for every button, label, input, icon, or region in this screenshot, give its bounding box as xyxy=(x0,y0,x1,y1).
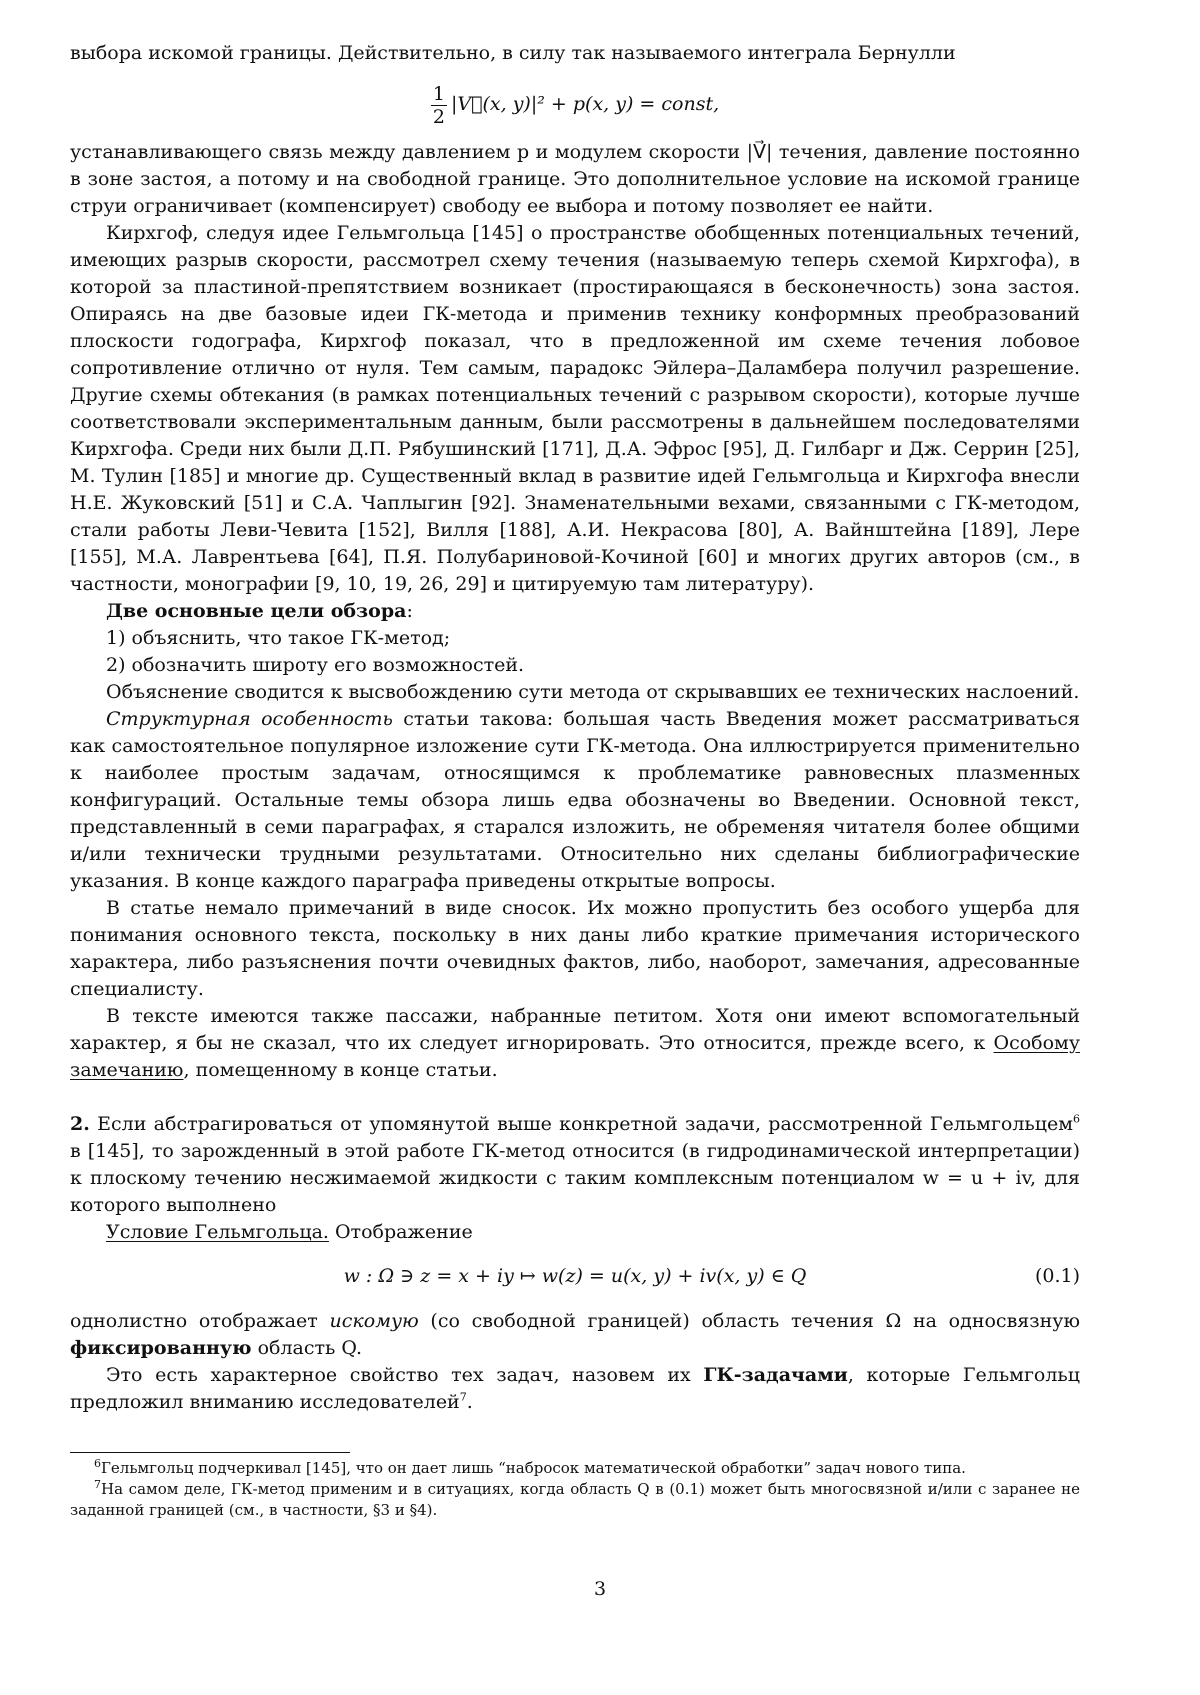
gk-bold: ГК-задачами xyxy=(703,1364,848,1386)
equation-mapping xyxy=(70,1256,1080,1296)
petit-end: , помещенному в конце статьи. xyxy=(183,1059,498,1081)
paragraph-section-2 xyxy=(70,1111,1080,1219)
petit-start: В тексте имеются также пассажи, набранные петитом. Хотя они имеют вспомогательный характер, я бы не сказал, что их следует игнорировать. Это относится, прежде всего, к xyxy=(70,1005,1080,1054)
footnote-7-mark: 7 xyxy=(94,1478,101,1491)
structure-italic: Структурная особенность xyxy=(106,708,393,730)
equation-mapping-body: w : Ω ∋ z = x + iy ↦ w(z) = u(x, y) + iv(x, y) ∈ Q xyxy=(343,1265,807,1287)
paragraph-notes: В статье немало примечаний в виде сносок. Их можно пропустить без особого ущерба для понимания основного текста, поскольку в них даны либо краткие примечания исторического характера, либо разъяснения почти очевидных фактов, либо, наоборот, замечания, адресованные специалисту. xyxy=(70,897,1080,1000)
goal-item-2: 2) обозначить широту его возможностей. xyxy=(106,654,525,676)
footnote-7 xyxy=(70,1479,1080,1521)
goals-heading xyxy=(70,598,1080,625)
goals-title: Две основные цели обзора xyxy=(106,600,407,622)
paragraph-univalent xyxy=(70,1308,1080,1362)
helmholtz-condition-title: Условие Гельмгольца. xyxy=(106,1221,329,1243)
gk-end: . xyxy=(466,1391,473,1413)
goals-colon: : xyxy=(406,600,413,622)
section-2-text-b: в [145], то зарожденный в этой работе ГК-метод относится (в гидродинамической интерпретации) к плоскому течению несжимаемой жидкости с таким комплексным потенциалом w = u + iv, для которого выполнено xyxy=(70,1140,1080,1216)
paragraph-gk-problems xyxy=(70,1362,1080,1416)
univalent-c: область Q. xyxy=(251,1337,363,1359)
paragraph-after-bernoulli: устанавливающего связь между давлением p и модулем скорости |V⃗| течения, давление постоянно в зоне застоя, а потому и на свободной границе. Это дополнительное условие на искомой границе струи ограничивает (компенсирует) свободу ее выбора и потому позволяет ее найти. xyxy=(70,141,1080,217)
section-gap xyxy=(70,1084,1080,1111)
equation-number: (0.1) xyxy=(1034,1265,1080,1287)
fraction-half xyxy=(431,83,447,128)
paragraph-structure xyxy=(70,706,1080,895)
paragraph-kirchhoff: Кирхгоф, следуя идее Гельмгольца [145] о пространстве обобщенных потенциальных течений, имеющих разрыв скорости, рассмотрел схему течения (называемую теперь схемой Кирхгофа), в которой за пластиной-препятствием возникает (простирающаяся в бесконечность) зона застоя. Опираясь на две базовые идеи ГК-метода и применив технику конформных преобразований плоскости годографа, Кирхгоф показал, что в предложенной им схеме течения лобовое сопротивление отлично от нуля. Тем самым, парадокс Эйлера–Даламбера получил разрешение. Другие схемы обтекания (в рамках потенциальных течений с разрывом скорости), которые лучше соответствовали экспериментальным данным, были рассмотрены в дальнейшем последователями Кирхгофа. Среди них были Д.П. Рябушинский [171], Д.А. Эфрос [95], Д. Гилбарг и Дж. Серрин [25], М. Тулин [185] и многие др. Существенный вклад в развитие идей Гельмгольца и Кирхгофа внесли Н.Е. Жуковский [51] и С.А. Чаплыгин [92]. Знаменательными вехами, связанными с ГК-методом, стали работы Леви-Чевита [152], Вилля [188], А.И. Некрасова [80], А. Вайнштейна [189], Лере [155], М.А. Лаврентьева [64], П.Я. Полубариновой-Кочиной [60] и многих других авторов (см., в частности, монографии [9, 10, 19, 26, 29] и цитируемую там литературу). xyxy=(70,222,1080,595)
equation-bernoulli-rest: |V⃗(x, y)|² + p(x, y) = const, xyxy=(450,93,720,115)
paragraph-petit xyxy=(70,1003,1080,1084)
footnote-7-text: На самом деле, ГК-метод применим и в ситуациях, когда область Q в (0.1) может быть многосвязной и/или с заранее не заданной границей (см., в частности, §3 и §4). xyxy=(70,1480,1080,1519)
footnote-ref-6[interactable]: 6 xyxy=(1073,1112,1080,1126)
structure-rest: статьи такова: большая часть Введения может рассматриваться как самостоятельное популярное изложение сути ГК-метода. Она иллюстрируется применительно к наиболее простым задачам, относящимся к проблематике равновесных плазменных конфигураций. Остальные темы обзора лишь едва обозначены во Введении. Основной текст, представленный в семи параграфах, я старался изложить, не обременяя читателя более общими и/или технически трудными результатами. Относительно них сделаны библиографические указания. В конце каждого параграфа приведены открытые вопросы. xyxy=(70,708,1080,892)
helmholtz-condition-rest: Отображение xyxy=(328,1221,473,1243)
paragraph-top: выбора искомой границы. Действительно, в силу так называемого интеграла Бернулли xyxy=(70,42,956,64)
page-number: 3 xyxy=(593,1578,607,1600)
footnote-rule xyxy=(70,1452,350,1453)
gk-a: Это есть характерное свойство тех задач, назовем их xyxy=(106,1364,704,1386)
footnote-6-mark: 6 xyxy=(94,1457,101,1470)
fraction-numerator: 1 xyxy=(432,82,445,105)
fraction-denominator: 2 xyxy=(432,105,445,128)
gk-b: , которые Гельмгольц предложил вниманию исследователей xyxy=(70,1364,1080,1413)
footnote-6 xyxy=(70,1458,1080,1479)
section-2-number: 2. xyxy=(70,1113,90,1135)
footnotes xyxy=(70,1458,1080,1521)
helmholtz-condition-line xyxy=(70,1219,1080,1246)
main-text-column xyxy=(70,40,1080,1416)
section-2-text-a: Если абстрагироваться от упомянутой выше конкретной задачи, рассмотренной Гельмгольцем xyxy=(89,1113,1073,1135)
paragraph-explain: Объяснение сводится к высвобождению сути метода от скрывавших ее технических наслоений. xyxy=(106,681,1080,703)
univalent-bold: фиксированную xyxy=(70,1337,252,1359)
special-remark-link[interactable]: Особому замечанию xyxy=(70,1032,1080,1081)
footnote-6-text: Гельмгольц подчеркивал [145], что он дает лишь “набросок математической обработки” задач нового типа. xyxy=(101,1459,966,1477)
univalent-a: однолистно отображает xyxy=(70,1310,330,1332)
univalent-italic: искомую xyxy=(329,1310,419,1332)
goal-item-1: 1) объяснить, что такое ГК-метод; xyxy=(106,627,451,649)
footnote-ref-7[interactable]: 7 xyxy=(459,1390,467,1404)
equation-bernoulli xyxy=(70,73,1080,135)
univalent-b: (со свободной границей) область течения Ω на односвязную xyxy=(418,1310,1080,1332)
